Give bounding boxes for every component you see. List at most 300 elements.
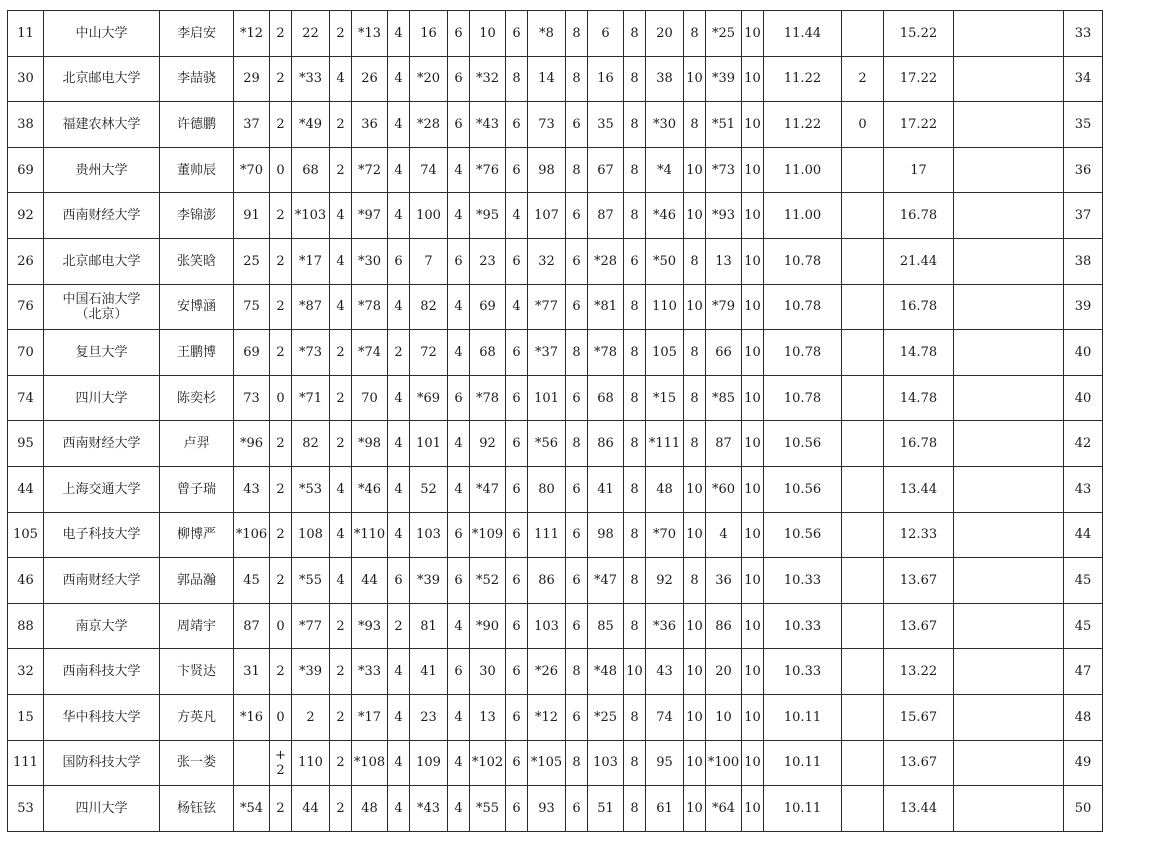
points-6-cell: 6 (566, 102, 588, 148)
points-2-cell: 4 (330, 193, 352, 239)
total-cell: 13.44 (884, 786, 954, 832)
points-1-cell: 2 (270, 512, 292, 558)
total-cell: 13.22 (884, 649, 954, 695)
average-cell: 10.56 (764, 421, 842, 467)
score-6-cell: *12 (528, 694, 566, 740)
points-9-cell: 10 (742, 740, 764, 786)
average-cell: 10.56 (764, 512, 842, 558)
score-2-cell: *33 (292, 56, 330, 102)
score-3-cell: *13 (352, 11, 388, 57)
school-cell: 华中科技大学 (44, 694, 160, 740)
table-row (8, 421, 1103, 467)
rank-cell: 38 (1064, 238, 1103, 284)
score-9-cell: 87 (706, 421, 742, 467)
rank-cell: 40 (1064, 330, 1103, 376)
points-8-cell: 8 (684, 558, 706, 604)
points-5-cell: 4 (506, 193, 528, 239)
score-9-cell: *73 (706, 147, 742, 193)
score-7-cell: 41 (588, 466, 624, 512)
score-1-cell: 45 (234, 558, 270, 604)
points-5-cell: 6 (506, 694, 528, 740)
score-2-cell: 82 (292, 421, 330, 467)
score-4-cell: *20 (410, 56, 448, 102)
points-4-cell: 6 (448, 375, 470, 421)
score-3-cell: 36 (352, 102, 388, 148)
score-7-cell: 67 (588, 147, 624, 193)
total-cell: 13.67 (884, 740, 954, 786)
points-7-cell: 8 (624, 284, 646, 330)
score-6-cell: 86 (528, 558, 566, 604)
student-name-cell: 张一娄 (160, 740, 234, 786)
student-name-cell: 安博涵 (160, 284, 234, 330)
points-4-cell: 6 (448, 512, 470, 558)
school-cell: 中国石油大学 （北京） (44, 284, 160, 330)
seq-number-cell: 32 (8, 649, 44, 695)
score-9-cell: 10 (706, 694, 742, 740)
points-7-cell: 8 (624, 147, 646, 193)
points-6-cell: 6 (566, 786, 588, 832)
score-1-cell (234, 740, 270, 786)
points-4-cell: 4 (448, 147, 470, 193)
total-cell: 17.22 (884, 102, 954, 148)
score-4-cell: 72 (410, 330, 448, 376)
remark-cell (954, 375, 1064, 421)
points-8-cell: 10 (684, 147, 706, 193)
table-row (8, 603, 1103, 649)
score-5-cell: *95 (470, 193, 506, 239)
score-7-cell: *78 (588, 330, 624, 376)
points-5-cell: 6 (506, 603, 528, 649)
school-cell: 四川大学 (44, 375, 160, 421)
school-cell: 西南财经大学 (44, 193, 160, 239)
score-7-cell: 6 (588, 11, 624, 57)
score-3-cell: *33 (352, 649, 388, 695)
points-4-cell: 4 (448, 603, 470, 649)
score-1-cell: 43 (234, 466, 270, 512)
points-6-cell: 6 (566, 193, 588, 239)
remark-cell (954, 694, 1064, 740)
points-3-cell: 4 (388, 740, 410, 786)
remark-cell (954, 649, 1064, 695)
points-9-cell: 10 (742, 786, 764, 832)
points-2-cell: 4 (330, 558, 352, 604)
student-name-cell: 周靖宇 (160, 603, 234, 649)
remark-cell (954, 786, 1064, 832)
points-1-cell: +2 (270, 740, 292, 786)
score-7-cell: 68 (588, 375, 624, 421)
bonus-cell: 2 (842, 56, 884, 102)
points-2-cell: 2 (330, 421, 352, 467)
score-3-cell: 44 (352, 558, 388, 604)
bonus-cell (842, 284, 884, 330)
points-4-cell: 6 (448, 102, 470, 148)
points-5-cell: 6 (506, 421, 528, 467)
score-4-cell: 81 (410, 603, 448, 649)
points-9-cell: 10 (742, 193, 764, 239)
points-8-cell: 10 (684, 193, 706, 239)
score-7-cell: *28 (588, 238, 624, 284)
points-2-cell: 2 (330, 786, 352, 832)
average-cell: 10.11 (764, 694, 842, 740)
score-8-cell: 92 (646, 558, 684, 604)
seq-number-cell: 38 (8, 102, 44, 148)
student-name-cell: 张笑晗 (160, 238, 234, 284)
points-6-cell: 8 (566, 649, 588, 695)
rank-cell: 45 (1064, 603, 1103, 649)
score-4-cell: 41 (410, 649, 448, 695)
score-1-cell: 25 (234, 238, 270, 284)
score-6-cell: 103 (528, 603, 566, 649)
score-2-cell: *73 (292, 330, 330, 376)
points-6-cell: 6 (566, 375, 588, 421)
points-8-cell: 10 (684, 740, 706, 786)
points-1-cell: 0 (270, 147, 292, 193)
seq-number-cell: 46 (8, 558, 44, 604)
student-name-cell: 柳博严 (160, 512, 234, 558)
score-2-cell: 22 (292, 11, 330, 57)
bonus-cell (842, 147, 884, 193)
score-8-cell: *36 (646, 603, 684, 649)
seq-number-cell: 11 (8, 11, 44, 57)
total-cell: 15.22 (884, 11, 954, 57)
points-2-cell: 2 (330, 603, 352, 649)
rank-cell: 48 (1064, 694, 1103, 740)
rank-cell: 49 (1064, 740, 1103, 786)
points-8-cell: 10 (684, 786, 706, 832)
score-6-cell: *77 (528, 284, 566, 330)
points-5-cell: 6 (506, 238, 528, 284)
school-cell: 国防科技大学 (44, 740, 160, 786)
points-9-cell: 10 (742, 649, 764, 695)
points-8-cell: 10 (684, 603, 706, 649)
score-5-cell: 92 (470, 421, 506, 467)
score-8-cell: *111 (646, 421, 684, 467)
total-cell: 13.67 (884, 558, 954, 604)
points-8-cell: 10 (684, 694, 706, 740)
points-7-cell: 8 (624, 558, 646, 604)
score-5-cell: *32 (470, 56, 506, 102)
score-8-cell: 95 (646, 740, 684, 786)
score-4-cell: 52 (410, 466, 448, 512)
rank-cell: 44 (1064, 512, 1103, 558)
points-9-cell: 10 (742, 694, 764, 740)
points-3-cell: 4 (388, 421, 410, 467)
points-3-cell: 4 (388, 512, 410, 558)
points-9-cell: 10 (742, 56, 764, 102)
points-7-cell: 8 (624, 330, 646, 376)
points-1-cell: 2 (270, 11, 292, 57)
score-9-cell: *93 (706, 193, 742, 239)
bonus-cell (842, 375, 884, 421)
points-2-cell: 4 (330, 512, 352, 558)
score-2-cell: *49 (292, 102, 330, 148)
points-5-cell: 6 (506, 466, 528, 512)
points-5-cell: 6 (506, 102, 528, 148)
student-name-cell: 曾子瑞 (160, 466, 234, 512)
score-9-cell: *25 (706, 11, 742, 57)
score-2-cell: *55 (292, 558, 330, 604)
bonus-cell (842, 11, 884, 57)
total-cell: 14.78 (884, 375, 954, 421)
rank-cell: 39 (1064, 284, 1103, 330)
score-3-cell: *30 (352, 238, 388, 284)
points-2-cell: 4 (330, 238, 352, 284)
remark-cell (954, 147, 1064, 193)
table-row (8, 147, 1103, 193)
remark-cell (954, 11, 1064, 57)
score-3-cell: 48 (352, 786, 388, 832)
points-5-cell: 6 (506, 649, 528, 695)
average-cell: 10.56 (764, 466, 842, 512)
points-8-cell: 8 (684, 238, 706, 284)
score-5-cell: 10 (470, 11, 506, 57)
score-8-cell: 38 (646, 56, 684, 102)
points-1-cell: 0 (270, 603, 292, 649)
score-9-cell: *85 (706, 375, 742, 421)
points-7-cell: 8 (624, 11, 646, 57)
seq-number-cell: 30 (8, 56, 44, 102)
rank-cell: 42 (1064, 421, 1103, 467)
remark-cell (954, 56, 1064, 102)
score-2-cell: *53 (292, 466, 330, 512)
points-8-cell: 8 (684, 102, 706, 148)
table-row (8, 11, 1103, 57)
points-6-cell: 8 (566, 56, 588, 102)
points-4-cell: 4 (448, 421, 470, 467)
rank-cell: 47 (1064, 649, 1103, 695)
score-3-cell: *97 (352, 193, 388, 239)
remark-cell (954, 193, 1064, 239)
seq-number-cell: 105 (8, 512, 44, 558)
bonus-cell (842, 603, 884, 649)
points-3-cell: 2 (388, 603, 410, 649)
table-row (8, 330, 1103, 376)
points-9-cell: 10 (742, 466, 764, 512)
table-row (8, 56, 1103, 102)
score-3-cell: *78 (352, 284, 388, 330)
points-1-cell: 2 (270, 193, 292, 239)
school-cell: 西南财经大学 (44, 558, 160, 604)
total-cell: 17 (884, 147, 954, 193)
school-cell: 西南科技大学 (44, 649, 160, 695)
score-4-cell: 16 (410, 11, 448, 57)
table-row (8, 238, 1103, 284)
student-name-cell: 李启安 (160, 11, 234, 57)
score-9-cell: 13 (706, 238, 742, 284)
score-5-cell: *109 (470, 512, 506, 558)
rank-cell: 33 (1064, 11, 1103, 57)
score-5-cell: *43 (470, 102, 506, 148)
score-4-cell: 100 (410, 193, 448, 239)
average-cell: 10.33 (764, 649, 842, 695)
points-6-cell: 6 (566, 558, 588, 604)
points-7-cell: 6 (624, 238, 646, 284)
table-row (8, 649, 1103, 695)
average-cell: 10.78 (764, 330, 842, 376)
points-2-cell: 4 (330, 466, 352, 512)
points-5-cell: 6 (506, 740, 528, 786)
score-8-cell: 110 (646, 284, 684, 330)
score-6-cell: 14 (528, 56, 566, 102)
score-3-cell: *93 (352, 603, 388, 649)
score-7-cell: *48 (588, 649, 624, 695)
remark-cell (954, 466, 1064, 512)
points-7-cell: 8 (624, 102, 646, 148)
table-row (8, 102, 1103, 148)
points-5-cell: 6 (506, 512, 528, 558)
total-cell: 15.67 (884, 694, 954, 740)
score-4-cell: 109 (410, 740, 448, 786)
table-row (8, 193, 1103, 239)
score-3-cell: 26 (352, 56, 388, 102)
points-6-cell: 8 (566, 11, 588, 57)
score-9-cell: *39 (706, 56, 742, 102)
seq-number-cell: 15 (8, 694, 44, 740)
bonus-cell (842, 740, 884, 786)
rank-cell: 35 (1064, 102, 1103, 148)
points-8-cell: 8 (684, 330, 706, 376)
score-1-cell: 29 (234, 56, 270, 102)
points-8-cell: 10 (684, 466, 706, 512)
score-6-cell: *37 (528, 330, 566, 376)
remark-cell (954, 238, 1064, 284)
points-7-cell: 8 (624, 603, 646, 649)
points-4-cell: 4 (448, 330, 470, 376)
points-3-cell: 6 (388, 558, 410, 604)
score-5-cell: *90 (470, 603, 506, 649)
score-5-cell: *52 (470, 558, 506, 604)
points-8-cell: 10 (684, 56, 706, 102)
points-5-cell: 4 (506, 284, 528, 330)
student-name-cell: 卢羿 (160, 421, 234, 467)
points-1-cell: 2 (270, 56, 292, 102)
table-row (8, 512, 1103, 558)
points-3-cell: 4 (388, 375, 410, 421)
student-name-cell: 王鹏博 (160, 330, 234, 376)
points-2-cell: 2 (330, 147, 352, 193)
points-3-cell: 4 (388, 193, 410, 239)
score-9-cell: 86 (706, 603, 742, 649)
score-2-cell: *71 (292, 375, 330, 421)
score-2-cell: 68 (292, 147, 330, 193)
score-4-cell: 74 (410, 147, 448, 193)
score-9-cell: *64 (706, 786, 742, 832)
points-1-cell: 0 (270, 375, 292, 421)
remark-cell (954, 512, 1064, 558)
score-2-cell: *17 (292, 238, 330, 284)
points-2-cell: 4 (330, 56, 352, 102)
school-cell: 福建农林大学 (44, 102, 160, 148)
points-7-cell: 8 (624, 786, 646, 832)
remark-cell (954, 284, 1064, 330)
points-8-cell: 10 (684, 284, 706, 330)
school-cell: 上海交通大学 (44, 466, 160, 512)
table-row (8, 284, 1103, 330)
score-9-cell: 4 (706, 512, 742, 558)
points-5-cell: 6 (506, 11, 528, 57)
points-3-cell: 4 (388, 786, 410, 832)
student-name-cell: 郭品瀚 (160, 558, 234, 604)
score-8-cell: *30 (646, 102, 684, 148)
table-row (8, 786, 1103, 832)
score-5-cell: 68 (470, 330, 506, 376)
points-7-cell: 8 (624, 694, 646, 740)
total-cell: 16.78 (884, 421, 954, 467)
points-5-cell: 6 (506, 375, 528, 421)
seq-number-cell: 26 (8, 238, 44, 284)
student-name-cell: 陈奕杉 (160, 375, 234, 421)
points-7-cell: 8 (624, 466, 646, 512)
points-9-cell: 10 (742, 375, 764, 421)
score-9-cell: *79 (706, 284, 742, 330)
score-9-cell: *51 (706, 102, 742, 148)
score-3-cell: *74 (352, 330, 388, 376)
score-1-cell: *106 (234, 512, 270, 558)
total-cell: 13.67 (884, 603, 954, 649)
points-6-cell: 8 (566, 740, 588, 786)
points-3-cell: 6 (388, 238, 410, 284)
rank-cell: 34 (1064, 56, 1103, 102)
points-2-cell: 2 (330, 694, 352, 740)
score-1-cell: 91 (234, 193, 270, 239)
score-2-cell: *87 (292, 284, 330, 330)
points-3-cell: 4 (388, 11, 410, 57)
bonus-cell (842, 694, 884, 740)
score-7-cell: 98 (588, 512, 624, 558)
score-3-cell: *108 (352, 740, 388, 786)
score-7-cell: *47 (588, 558, 624, 604)
remark-cell (954, 330, 1064, 376)
results-table-body (8, 11, 1103, 832)
score-7-cell: 35 (588, 102, 624, 148)
score-4-cell: *28 (410, 102, 448, 148)
table-row (8, 740, 1103, 786)
student-name-cell: 李喆骁 (160, 56, 234, 102)
score-6-cell: 32 (528, 238, 566, 284)
score-1-cell: 87 (234, 603, 270, 649)
score-3-cell: *46 (352, 466, 388, 512)
points-1-cell: 2 (270, 466, 292, 512)
points-5-cell: 6 (506, 330, 528, 376)
score-4-cell: 82 (410, 284, 448, 330)
points-1-cell: 2 (270, 284, 292, 330)
points-1-cell: 2 (270, 102, 292, 148)
table-row (8, 694, 1103, 740)
points-2-cell: 2 (330, 375, 352, 421)
score-9-cell: *60 (706, 466, 742, 512)
score-8-cell: *70 (646, 512, 684, 558)
score-7-cell: 85 (588, 603, 624, 649)
points-4-cell: 4 (448, 466, 470, 512)
average-cell: 10.33 (764, 558, 842, 604)
score-7-cell: 103 (588, 740, 624, 786)
points-2-cell: 4 (330, 284, 352, 330)
bonus-cell (842, 649, 884, 695)
score-6-cell: 73 (528, 102, 566, 148)
points-9-cell: 10 (742, 284, 764, 330)
score-6-cell: *56 (528, 421, 566, 467)
average-cell: 10.11 (764, 740, 842, 786)
remark-cell (954, 558, 1064, 604)
score-7-cell: 51 (588, 786, 624, 832)
school-cell: 电子科技大学 (44, 512, 160, 558)
points-3-cell: 4 (388, 694, 410, 740)
bonus-cell (842, 512, 884, 558)
points-2-cell: 2 (330, 649, 352, 695)
score-5-cell: *102 (470, 740, 506, 786)
seq-number-cell: 44 (8, 466, 44, 512)
points-1-cell: 2 (270, 421, 292, 467)
